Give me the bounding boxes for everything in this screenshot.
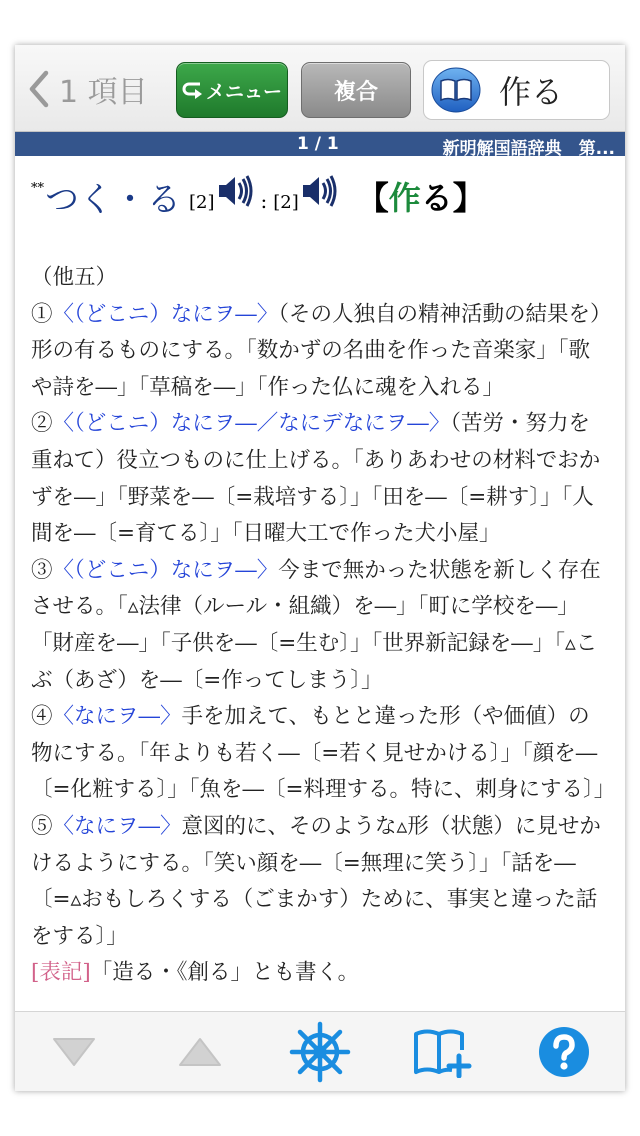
arrow-down-icon xyxy=(50,1035,98,1069)
app-screen xyxy=(15,45,625,1091)
chevron-left-icon xyxy=(29,70,49,108)
sense-text: （苦労・努力を重ねて）役立つものに仕上げる。「ありあわせの材料でおかずを―」「野菜を―〔=栽培する〕」「田を―〔=耕す〕」「人間を―〔=育てる〕」「日曜大工で作った犬小屋」 xyxy=(31,411,601,547)
notation-note xyxy=(31,955,611,992)
sense-number: ⑤ xyxy=(31,813,53,839)
sense-pattern: 〈なにヲ―〉 xyxy=(52,704,182,730)
page-indicator: 1 / 1 xyxy=(297,134,339,154)
sense-item xyxy=(31,699,616,809)
open-book-icon xyxy=(429,65,483,115)
notation-text: 「造る・《創る」とも書く。 xyxy=(90,960,360,986)
sense-text: 今まで無かった状態を新しく存在させる。「▵法律（ルール・組織）を―」「町に学校を―」「財産を―」「子供を―〔=生む〕」「世界新記録を―」「▵こぶ（あざ）を―〔=作ってしまう〕」 xyxy=(31,557,601,693)
jump-button[interactable] xyxy=(285,1022,355,1082)
sense-text: （その人独自の精神活動の結果を）形の有るものにする。「数かずの名曲を作った音楽家」「歌や詩を―」「草稿を―」「作った仏に魂を入れる」 xyxy=(31,301,601,400)
return-arrow-icon xyxy=(182,80,204,100)
notation-label: [表記] xyxy=(31,960,91,986)
menu-button[interactable] xyxy=(176,62,288,118)
entry-definition xyxy=(31,260,616,992)
sense-item xyxy=(31,809,611,955)
sense-pattern: 〈（どこニ）なにヲ―〉 xyxy=(52,557,279,583)
headword-kanji xyxy=(357,173,485,219)
sense-number: ② xyxy=(31,411,53,437)
sense-pattern: 〈（どこニ）なにヲ―〉 xyxy=(52,301,279,327)
sense-item xyxy=(31,553,611,699)
sense-text: 手を加えて、もとと違った形（や価値）の物にする。「年よりも若く―〔=若く見せかける〕」「顔を―〔=化粧する〕」「魚を―〔=料理する。特に、刺身にする〕」 xyxy=(31,704,616,803)
compound-button[interactable] xyxy=(301,62,411,118)
bottom-toolbar xyxy=(15,1011,625,1091)
search-term-field[interactable] xyxy=(423,60,610,120)
back-button[interactable] xyxy=(29,67,148,111)
result-header-strip xyxy=(15,132,625,159)
sense-item xyxy=(31,406,611,552)
accent-number-2: [2] xyxy=(273,192,299,213)
sense-number: ④ xyxy=(31,704,53,730)
accent-number-1: [2] xyxy=(189,192,215,213)
help-button[interactable] xyxy=(529,1022,599,1082)
search-term-text: 作る xyxy=(499,73,564,111)
add-bookmark-icon xyxy=(412,1026,472,1078)
previous-entry-button[interactable] xyxy=(165,1022,235,1082)
sense-pattern: 〈なにヲ―〉 xyxy=(52,813,182,839)
menu-button-label: メニュー xyxy=(205,80,282,103)
kanji-bracket-open: 【 xyxy=(356,179,389,217)
back-button-label: 1 項目 xyxy=(59,75,148,110)
arrow-up-icon xyxy=(176,1035,224,1069)
dictionary-name: 新明解国語辞典 第... xyxy=(442,139,615,159)
speaker-icon[interactable] xyxy=(301,173,339,213)
helm-icon xyxy=(289,1021,351,1083)
navigation-bar xyxy=(15,45,625,132)
kanji-rest: る】 xyxy=(420,179,485,217)
help-icon xyxy=(537,1025,591,1079)
next-entry-button[interactable] xyxy=(39,1022,109,1082)
sense-number: ① xyxy=(31,301,53,327)
entry-headword xyxy=(31,173,485,219)
add-bookmark-button[interactable] xyxy=(407,1022,477,1082)
kanji-character: 作 xyxy=(388,179,421,217)
sense-number: ③ xyxy=(31,557,53,583)
sense-text: 意図的に、そのような▵形（状態）に見せかけるようにする。「笑い顔を―〔=無理に笑う〕」「話を―〔=▵おもしろくする（ごまかす）ために、事実と違った話をする〕」 xyxy=(31,813,601,949)
sense-item xyxy=(31,297,611,407)
accent-separator: : xyxy=(260,189,268,213)
sense-pattern: 〈（どこニ）なにヲ―／なにデなにヲ―〉 xyxy=(52,411,451,437)
part-of-speech: （他五） xyxy=(31,265,118,290)
importance-mark: ** xyxy=(31,181,44,196)
headword-reading: つく・る xyxy=(45,179,181,220)
compound-button-label: 複合 xyxy=(333,79,378,105)
speaker-icon[interactable] xyxy=(217,173,255,213)
